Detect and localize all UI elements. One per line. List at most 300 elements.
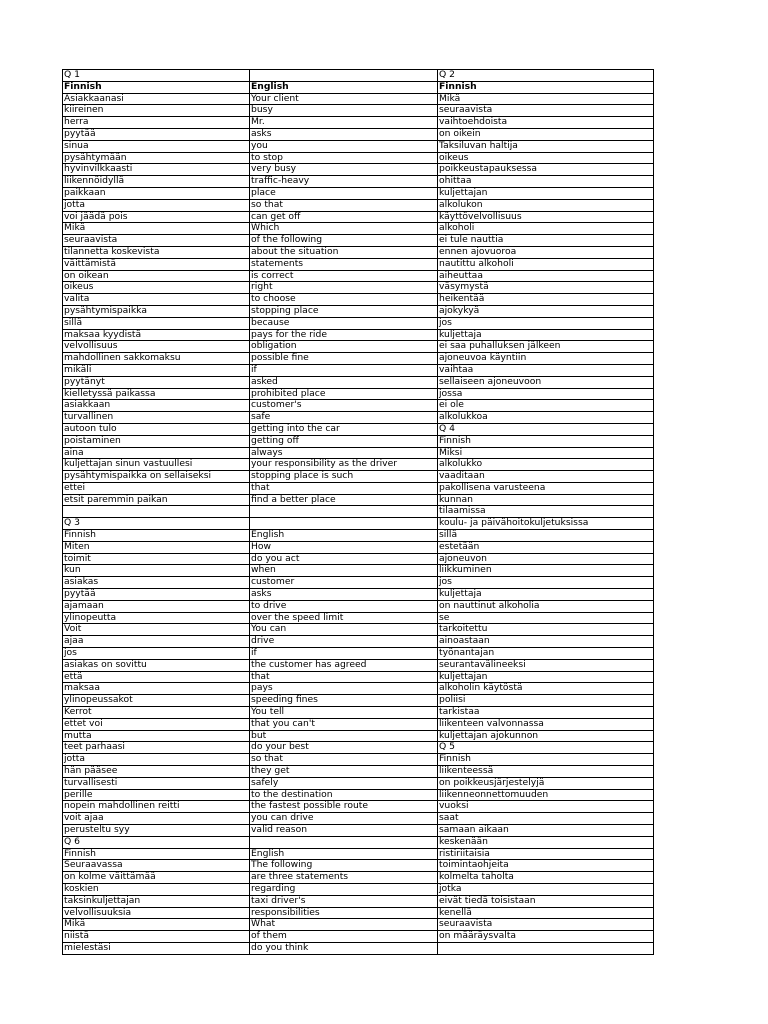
table-cell: alkoholin käytöstä [438, 683, 654, 695]
table-cell: jos [438, 577, 654, 589]
table-cell: kunnan [438, 494, 654, 506]
table-cell: hyvinvilkkaasti [63, 164, 250, 176]
table-row [63, 305, 654, 317]
table-cell: Miten [63, 541, 250, 553]
table-cell: poikkeustapauksessa [438, 164, 654, 176]
table-cell: asiakkaan [63, 400, 250, 412]
table-cell: asks [250, 589, 438, 601]
table-cell: saat [438, 813, 654, 825]
table-row [63, 494, 654, 506]
table-row [63, 152, 654, 164]
table-cell: pysähtymispaikka on sellaiseksi [63, 471, 250, 483]
table-cell: tilannetta koskevista [63, 246, 250, 258]
table-cell: your responsibility as the driver [250, 459, 438, 471]
table-row [63, 341, 654, 353]
table-cell: pakollisena varusteena [438, 482, 654, 494]
vocabulary-table [62, 69, 654, 955]
table-row [63, 577, 654, 589]
table-cell: Mr. [250, 117, 438, 129]
table-cell: safely [250, 777, 438, 789]
table-cell: because [250, 317, 438, 329]
table-cell: sinua [63, 140, 250, 152]
table-cell: How [250, 541, 438, 553]
table-cell: väsymystä [438, 282, 654, 294]
table-cell: ei ole [438, 400, 654, 412]
table-cell: ettei [63, 482, 250, 494]
table-cell: but [250, 730, 438, 742]
table-cell: that [250, 482, 438, 494]
table-cell: kiireinen [63, 105, 250, 117]
table-cell: to choose [250, 294, 438, 306]
table-cell: Kerrot [63, 707, 250, 719]
table-cell: drive [250, 636, 438, 648]
table-cell: ei tule nauttia [438, 235, 654, 247]
table-cell: busy [250, 105, 438, 117]
table-cell: turvallinen [63, 412, 250, 424]
table-row [63, 612, 654, 624]
table-cell [250, 836, 438, 848]
table-cell: you can drive [250, 813, 438, 825]
table-cell: pays [250, 683, 438, 695]
table-row [63, 659, 654, 671]
table-row [63, 600, 654, 612]
table-row [63, 187, 654, 199]
table-cell: kielletyssä paikassa [63, 388, 250, 400]
table-cell: over the speed limit [250, 612, 438, 624]
table-cell: Mikä [63, 223, 250, 235]
table-row [63, 860, 654, 872]
table-cell: heikentää [438, 294, 654, 306]
table-cell: very busy [250, 164, 438, 176]
table-cell: safe [250, 412, 438, 424]
table-row [63, 400, 654, 412]
table-cell: seuraavista [438, 105, 654, 117]
table-row [63, 836, 654, 848]
table-cell: speeding fines [250, 695, 438, 707]
table-cell: ylinopeutta [63, 612, 250, 624]
table-cell: mielestäsi [63, 942, 250, 954]
table-cell: ennen ajovuoroa [438, 246, 654, 258]
table-cell: nopein mahdollinen reitti [63, 801, 250, 813]
table-cell: taxi driver's [250, 895, 438, 907]
table-cell: pyytää [63, 589, 250, 601]
table-cell: do you think [250, 942, 438, 954]
table-cell: seuraavista [438, 919, 654, 931]
table-cell: perille [63, 789, 250, 801]
table-cell: ajoneuvoa käyntiin [438, 353, 654, 365]
table-cell: on nauttinut alkoholia [438, 600, 654, 612]
table-cell: kuljettajan sinun vastuullesi [63, 459, 250, 471]
table-cell: that you can't [250, 718, 438, 730]
table-row [63, 730, 654, 742]
table-cell: paikkaan [63, 187, 250, 199]
table-row [63, 553, 654, 565]
table-row [63, 848, 654, 860]
table-cell: regarding [250, 883, 438, 895]
table-row [63, 683, 654, 695]
table-cell: liikenteessä [438, 766, 654, 778]
table-cell: koulu- ja päivähoitokuljetuksissa [438, 518, 654, 530]
table-cell: aiheuttaa [438, 270, 654, 282]
table-row [63, 895, 654, 907]
table-cell: Q 6 [63, 836, 250, 848]
table-cell: jotka [438, 883, 654, 895]
table-cell: keskenään [438, 836, 654, 848]
table-cell: customer's [250, 400, 438, 412]
table-cell: Which [250, 223, 438, 235]
table-row [63, 447, 654, 459]
table-cell: koskien [63, 883, 250, 895]
table-cell: on kolme väittämää [63, 872, 250, 884]
table-cell: obligation [250, 341, 438, 353]
table-cell: always [250, 447, 438, 459]
table-cell: liikenteen valvonnassa [438, 718, 654, 730]
table-row [63, 459, 654, 471]
table-cell: Asiakkaanasi [63, 93, 250, 105]
table-cell: possible fine [250, 353, 438, 365]
table-cell: to the destination [250, 789, 438, 801]
table-cell: se [438, 612, 654, 624]
table-cell: Your client [250, 93, 438, 105]
table-cell: if [250, 648, 438, 660]
table-row [63, 211, 654, 223]
table-cell: mikäli [63, 364, 250, 376]
table-cell: Finnish [438, 81, 654, 93]
table-row [63, 707, 654, 719]
table-cell: työnantajan [438, 648, 654, 660]
table-row [63, 388, 654, 400]
table-cell: ajaa [63, 636, 250, 648]
table-cell: seurantavälineeksi [438, 659, 654, 671]
table-row [63, 471, 654, 483]
table-cell: English [250, 530, 438, 542]
table-cell: vuoksi [438, 801, 654, 813]
table-cell: kuljettaja [438, 589, 654, 601]
table-cell: on oikein [438, 128, 654, 140]
table-cell: Taksiluvan haltija [438, 140, 654, 152]
table-cell: hän pääsee [63, 766, 250, 778]
table-cell: kenellä [438, 907, 654, 919]
table-cell: on poikkeusjärjestelyjä [438, 777, 654, 789]
table-cell: voit ajaa [63, 813, 250, 825]
table-row [63, 695, 654, 707]
table-cell: velvollisuus [63, 341, 250, 353]
table-row [63, 294, 654, 306]
table-row [63, 412, 654, 424]
table-row [63, 754, 654, 766]
table-cell: statements [250, 258, 438, 270]
table-row [63, 518, 654, 530]
table-cell: The following [250, 860, 438, 872]
table-cell: käyttövelvollisuus [438, 211, 654, 223]
table-cell: of them [250, 931, 438, 943]
table-cell: alkolukon [438, 199, 654, 211]
table-cell: are three statements [250, 872, 438, 884]
table-row [63, 93, 654, 105]
table-cell: pysähtymään [63, 152, 250, 164]
table-cell: You can [250, 624, 438, 636]
table-row [63, 364, 654, 376]
table-row [63, 81, 654, 93]
table-row [63, 246, 654, 258]
table-cell: Q 4 [438, 423, 654, 435]
table-cell: herra [63, 117, 250, 129]
table-cell: voi jäädä pois [63, 211, 250, 223]
table-cell: can get off [250, 211, 438, 223]
table-cell: the customer has agreed [250, 659, 438, 671]
table-cell: Mikä [438, 93, 654, 105]
table-cell: alkolukko [438, 459, 654, 471]
table-cell: poistaminen [63, 435, 250, 447]
table-cell: että [63, 671, 250, 683]
table-cell: eivät tiedä toisistaan [438, 895, 654, 907]
table-row [63, 766, 654, 778]
table-cell: jotta [63, 754, 250, 766]
table-row [63, 825, 654, 837]
table-cell: Finnish [63, 848, 250, 860]
table-row [63, 931, 654, 943]
table-row [63, 70, 654, 82]
table-row [63, 907, 654, 919]
table-cell: toimintaohjeita [438, 860, 654, 872]
table-cell: asiakas [63, 577, 250, 589]
table-cell: they get [250, 766, 438, 778]
table-cell: that [250, 671, 438, 683]
table-cell: velvollisuuksia [63, 907, 250, 919]
table-cell: ajamaan [63, 600, 250, 612]
table-cell: What [250, 919, 438, 931]
table-cell: turvallisesti [63, 777, 250, 789]
table-row [63, 530, 654, 542]
table-cell: sellaiseen ajoneuvoon [438, 376, 654, 388]
table-cell [250, 518, 438, 530]
table-cell [438, 942, 654, 954]
table-cell: ainoastaan [438, 636, 654, 648]
table-cell: aina [63, 447, 250, 459]
table-cell: ei saa puhalluksen jälkeen [438, 341, 654, 353]
table-cell: Voit [63, 624, 250, 636]
table-cell: Q 3 [63, 518, 250, 530]
table-cell: toimit [63, 553, 250, 565]
table-cell [250, 70, 438, 82]
table-cell: vaihtaa [438, 364, 654, 376]
table-cell: find a better place [250, 494, 438, 506]
table-row [63, 919, 654, 931]
table-cell: Finnish [63, 530, 250, 542]
table-cell: kuljettajan [438, 671, 654, 683]
table-cell: Q 1 [63, 70, 250, 82]
table-cell: pyytää [63, 128, 250, 140]
table-cell: Finnish [438, 754, 654, 766]
table-cell: of the following [250, 235, 438, 247]
table-cell: to drive [250, 600, 438, 612]
table-row [63, 883, 654, 895]
table-cell: tarkoitettu [438, 624, 654, 636]
table-cell: niistä [63, 931, 250, 943]
table-cell: ristiriitaisia [438, 848, 654, 860]
table-cell: asks [250, 128, 438, 140]
table-cell: right [250, 282, 438, 294]
table-cell: do your best [250, 742, 438, 754]
table-cell: English [250, 81, 438, 93]
table-row [63, 648, 654, 660]
table-cell: tarkistaa [438, 707, 654, 719]
table-row [63, 718, 654, 730]
table-cell: prohibited place [250, 388, 438, 400]
table-cell: the fastest possible route [250, 801, 438, 813]
table-cell: when [250, 565, 438, 577]
table-cell: Seuraavassa [63, 860, 250, 872]
table-cell: pysähtymispaikka [63, 305, 250, 317]
table-cell [250, 506, 438, 518]
table-cell: etsit paremmin paikan [63, 494, 250, 506]
table-row [63, 541, 654, 553]
table-row [63, 329, 654, 341]
table-cell: so that [250, 199, 438, 211]
table-row [63, 164, 654, 176]
table-cell: pyytänyt [63, 376, 250, 388]
table-row [63, 942, 654, 954]
table-cell: You tell [250, 707, 438, 719]
table-row [63, 801, 654, 813]
table-row [63, 589, 654, 601]
table-cell: liikennöidyllä [63, 176, 250, 188]
table-row [63, 624, 654, 636]
table-cell: ajoneuvon [438, 553, 654, 565]
table-cell: Q 2 [438, 70, 654, 82]
table-cell: sillä [63, 317, 250, 329]
table-cell: maksaa kyydistä [63, 329, 250, 341]
table-cell: vaaditaan [438, 471, 654, 483]
table-cell: vaihtoehdoista [438, 117, 654, 129]
table-cell: valita [63, 294, 250, 306]
table-cell: autoon tulo [63, 423, 250, 435]
table-cell: asiakas on sovittu [63, 659, 250, 671]
table-cell: stopping place [250, 305, 438, 317]
table-cell: Finnish [438, 435, 654, 447]
table-row [63, 258, 654, 270]
table-row [63, 742, 654, 754]
table-cell: väittämistä [63, 258, 250, 270]
table-cell: alkolukkoa [438, 412, 654, 424]
table-cell: jossa [438, 388, 654, 400]
table-cell: jos [438, 317, 654, 329]
table-row [63, 176, 654, 188]
table-cell: so that [250, 754, 438, 766]
table-row [63, 636, 654, 648]
table-cell: samaan aikaan [438, 825, 654, 837]
table-row [63, 565, 654, 577]
table-row [63, 199, 654, 211]
table-row [63, 482, 654, 494]
table-row [63, 671, 654, 683]
table-cell: kuljettajan [438, 187, 654, 199]
table-cell: kolmelta taholta [438, 872, 654, 884]
table-row [63, 435, 654, 447]
table-row [63, 128, 654, 140]
table-cell: jotta [63, 199, 250, 211]
table-row [63, 270, 654, 282]
table-cell: kuljettajan ajokunnon [438, 730, 654, 742]
table-row [63, 506, 654, 518]
table-row [63, 872, 654, 884]
table-row [63, 777, 654, 789]
table-cell: is correct [250, 270, 438, 282]
table-cell: you [250, 140, 438, 152]
table-row [63, 117, 654, 129]
table-row [63, 353, 654, 365]
table-cell: nautittu alkoholi [438, 258, 654, 270]
table-cell: getting off [250, 435, 438, 447]
table-row [63, 282, 654, 294]
vocabulary-table-body [63, 70, 654, 955]
table-cell: taksinkuljettajan [63, 895, 250, 907]
table-cell: ettet voi [63, 718, 250, 730]
table-cell: ylinopeussakot [63, 695, 250, 707]
table-cell: pays for the ride [250, 329, 438, 341]
table-row [63, 140, 654, 152]
table-cell: oikeus [63, 282, 250, 294]
table-cell: Miksi [438, 447, 654, 459]
table-cell: liikenneonnettomuuden [438, 789, 654, 801]
table-cell: stopping place is such [250, 471, 438, 483]
table-cell: responsibilities [250, 907, 438, 919]
table-cell: estetään [438, 541, 654, 553]
table-cell: Finnish [63, 81, 250, 93]
table-cell: oikeus [438, 152, 654, 164]
table-cell [63, 506, 250, 518]
table-cell: ajokykyä [438, 305, 654, 317]
table-cell: poliisi [438, 695, 654, 707]
table-cell: English [250, 848, 438, 860]
table-cell: seuraavista [63, 235, 250, 247]
table-cell: mutta [63, 730, 250, 742]
table-cell: place [250, 187, 438, 199]
table-row [63, 105, 654, 117]
table-row [63, 813, 654, 825]
table-cell: liikkuminen [438, 565, 654, 577]
table-cell: Mikä [63, 919, 250, 931]
table-cell: kun [63, 565, 250, 577]
table-cell: Q 5 [438, 742, 654, 754]
table-cell: tilaamissa [438, 506, 654, 518]
table-cell: to stop [250, 152, 438, 164]
table-cell: alkoholi [438, 223, 654, 235]
table-cell: jos [63, 648, 250, 660]
table-cell: ohittaa [438, 176, 654, 188]
table-row [63, 423, 654, 435]
table-cell: kuljettaja [438, 329, 654, 341]
table-cell: maksaa [63, 683, 250, 695]
table-row [63, 317, 654, 329]
table-cell: customer [250, 577, 438, 589]
table-row [63, 235, 654, 247]
table-cell: mahdollinen sakkomaksu [63, 353, 250, 365]
table-row [63, 223, 654, 235]
table-cell: valid reason [250, 825, 438, 837]
table-cell: if [250, 364, 438, 376]
table-cell: teet parhaasi [63, 742, 250, 754]
table-cell: asked [250, 376, 438, 388]
table-cell: on määräysvalta [438, 931, 654, 943]
table-cell: on oikean [63, 270, 250, 282]
table-cell: sillä [438, 530, 654, 542]
table-row [63, 376, 654, 388]
table-cell: getting into the car [250, 423, 438, 435]
table-cell: do you act [250, 553, 438, 565]
table-cell: traffic-heavy [250, 176, 438, 188]
table-cell: about the situation [250, 246, 438, 258]
